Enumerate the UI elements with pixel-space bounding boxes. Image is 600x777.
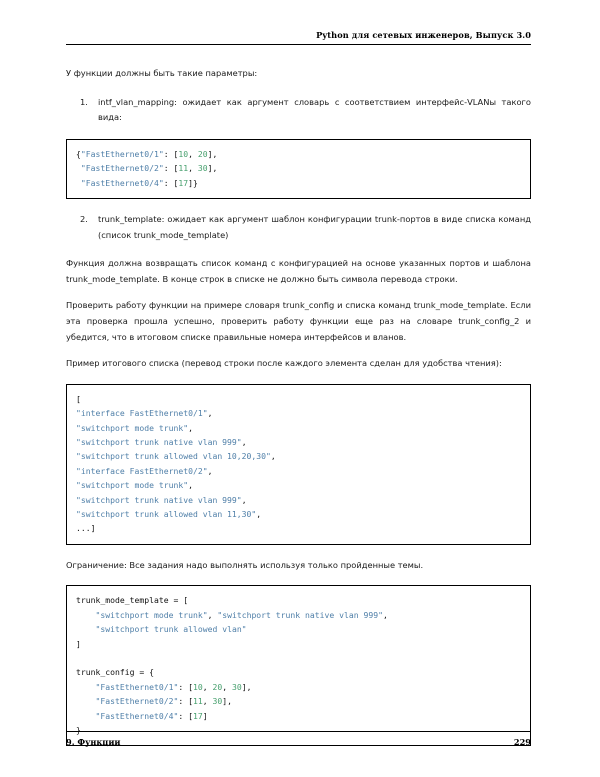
footer-rule [66, 731, 531, 732]
header-rule [66, 44, 531, 45]
paragraph-limitation: Ограничение: Все задания надо выполнять используя только пройденные темы. [66, 559, 424, 570]
code-block-data-definitions [66, 585, 531, 746]
footer-section-title: 9. Функции [66, 737, 121, 747]
list-item [66, 212, 531, 243]
code-block-result-list [66, 384, 531, 545]
page-footer [66, 737, 531, 747]
parameter-list-continued [66, 212, 531, 243]
page-content [66, 66, 531, 759]
list-marker: 2. [80, 214, 88, 224]
code-content-result-list: [ "interface FastEthernet0/1", "switchport mode trunk", "switchport trunk native vlan 999", "switchport trunk allowed vlan 10,20,30", "interface FastEthernet0/2", "switchport mode trunk", "switchport trunk native vlan 999", "switchport trunk allowed vlan 11,30", ...] [76, 393, 276, 534]
code-content-data-definitions: trunk_mode_template = [ "switchport mode trunk", "switchport trunk native vlan 999", "switchport trunk allowed vlan" ] trunk_config = { "FastEthernet0/1": [10, 20, 30], "FastEthernet0/2": [11, 30], "FastEthernet0/4": [17] [76, 595, 388, 721]
parameter-list [66, 95, 531, 126]
paragraph-example-intro: Пример итогового списка (перевод строки после каждого элемента сделан для удобства чтения): [66, 358, 502, 369]
running-header: Python для сетевых инженеров, Выпуск 3.0 [316, 30, 531, 40]
code-block-dict-example [66, 139, 531, 199]
footer-page-number: 229 [513, 737, 531, 747]
list-item-text: trunk_template: ожидает как аргумент шаблон конфигурации trunk-портов в виде списка команд (список trunk_mode_template) [98, 214, 531, 240]
paragraph-return-description: Функция должна возвращать список команд с конфигурацией на основе указанных портов и шаблона trunk_mode_template. В конце строк в списке не должно быть символа перевода строки. [66, 258, 531, 284]
code-content-dict-example: {"FastEthernet0/1": [10, 20], "FastEthernet0/2": [11, 30], "FastEthernet0/4": [17]} [76, 148, 218, 188]
paragraph-check-description: Проверить работу функции на примере словаря trunk_config и списка команд trunk_mode_template. Если эта проверка прошла успешно, проверить работу функции еще раз на словаре trunk_config_2 и убедится, что в итоговом списке правильные номера интерфейсов и вланов. [66, 300, 531, 342]
list-marker: 1. [80, 96, 88, 107]
list-item-text: intf_vlan_mapping: ожидает как аргумент словарь с соответствием интерфейс-VLANы такого вида: [98, 96, 531, 123]
list-item [66, 95, 531, 126]
intro-paragraph: У функции должны быть такие параметры: [66, 68, 258, 78]
